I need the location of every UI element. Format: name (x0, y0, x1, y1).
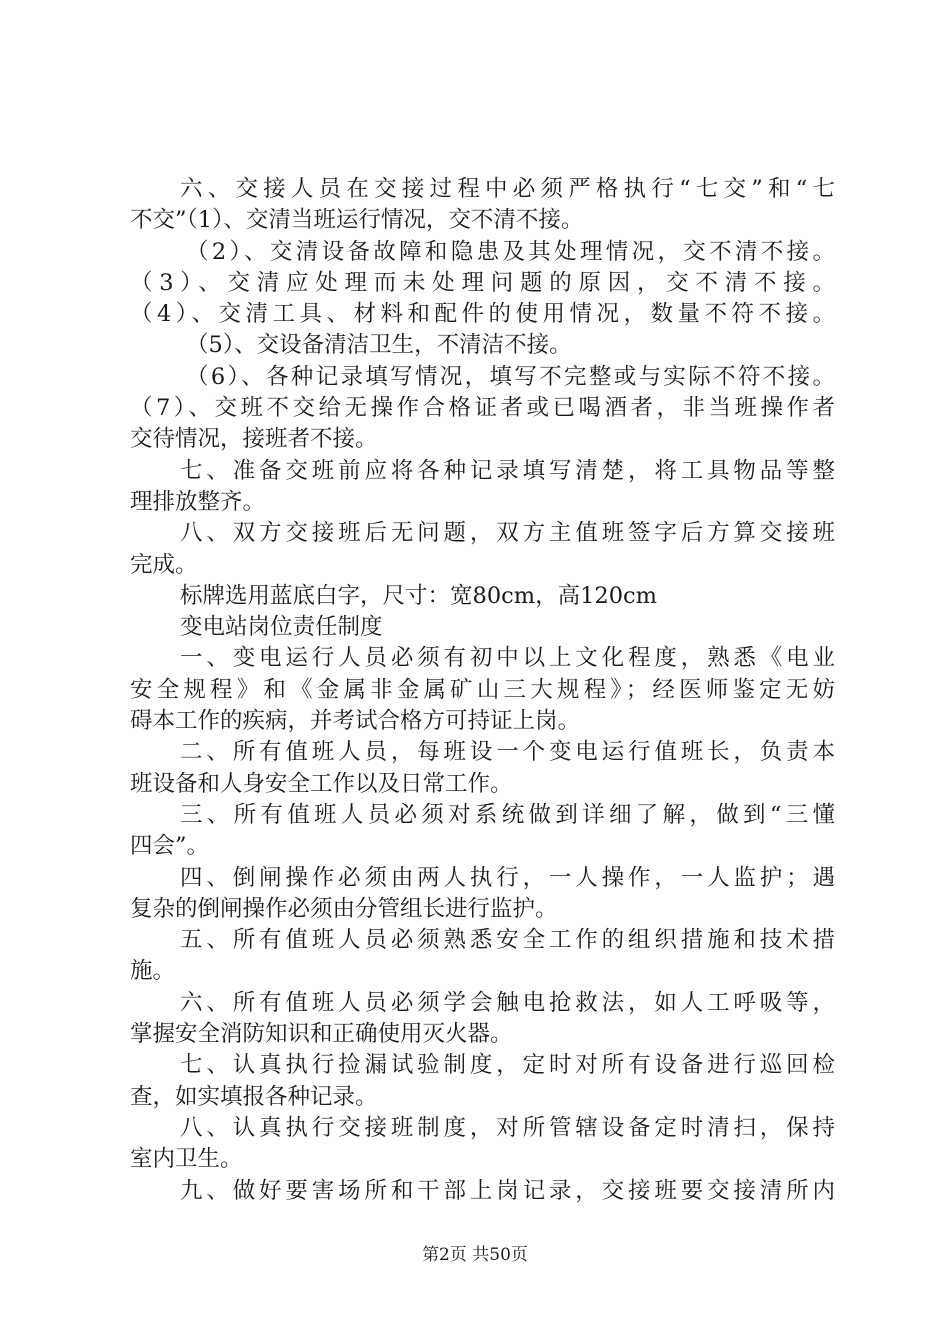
paragraph-line: 六、交接人员在交接过程中必须严格执行“七交”和“七 (180, 176, 835, 202)
paragraph-line: 四、倒闸操作必须由两人执行，一人操作，一人监护；遇 (180, 864, 835, 891)
paragraph-line: （4）、交清工具、材料和配件的使用情况，数量不符不接。 (130, 301, 835, 328)
paragraph-line: （6）、各种记录填写情况，填写不完整或与实际不符不接。 (186, 363, 835, 390)
paragraph-line: 一、变电运行人员必须有初中以上文化程度，熟悉《电业 (180, 645, 835, 672)
paragraph-line: 室内卫生。 (130, 1146, 243, 1173)
paragraph-line: （5）、交设备清洁卫生，不清洁不接。 (186, 332, 572, 359)
paragraph-line: 四会”。 (130, 833, 210, 860)
paragraph-line: 二、所有值班人员，每班设一个变电运行值班长，负责本 (180, 739, 835, 766)
paragraph-line: 掌握安全消防知识和正确使用灭火器。 (130, 1021, 513, 1048)
paragraph-line: （2）、交清设备故障和隐患及其处理情况，交不清不接。 (186, 238, 835, 265)
paragraph-line: 理排放整齐。 (130, 488, 266, 515)
paragraph-line: 交待情况，接班者不接。 (130, 426, 378, 453)
paragraph-line: 七、认真执行捡漏试验制度，定时对所有设备进行巡回检 (180, 1052, 835, 1079)
paragraph-line: 六、所有值班人员必须学会触电抢救法，如人工呼吸等， (180, 989, 835, 1016)
paragraph-line: 八、认真执行交接班制度，对所管辖设备定时清扫，保持 (180, 1114, 835, 1141)
document-body (130, 174, 835, 1207)
page-number-label: 第2页 共50页 (422, 1245, 528, 1265)
paragraph-line: 八、双方交接班后无问题，双方主值班签字后方算交接班 (180, 520, 835, 547)
paragraph-line: 复杂的倒闸操作必须由分管组长进行监护。 (130, 895, 558, 922)
paragraph-line: 查，如实填报各种记录。 (130, 1083, 378, 1110)
paragraph-line: 三、所有值班人员必须对系统做到详细了解，做到“三懂 (180, 801, 835, 828)
paragraph-line: 安全规程》和《金属非金属矿山三大规程》；经医师鉴定无妨 (130, 676, 835, 703)
paragraph-line: （7）、交班不交给无操作合格证者或已喝酒者，非当班操作者 (130, 395, 835, 422)
page-footer (0, 1244, 950, 1266)
paragraph-line: 班设备和人身安全工作以及日常工作。 (130, 770, 513, 797)
paragraph-line: 标牌选用蓝底白字，尺寸：宽80cm，高120cm (180, 582, 657, 609)
paragraph-line: 七、准备交班前应将各种记录填写清楚，将工具物品等整 (180, 457, 835, 484)
paragraph-line: 碍本工作的疾病，并考试合格方可持证上岗。 (130, 708, 581, 735)
paragraph-line: 不交”（1）、交清当班运行情况，交不清不接。 (130, 207, 584, 234)
paragraph-line: 五、所有值班人员必须熟悉安全工作的组织措施和技术措 (180, 927, 835, 954)
section-title: 变电站岗位责任制度 (180, 614, 383, 641)
paragraph-line: 九、做好要害场所和干部上岗记录，交接班要交接清所内 (180, 1177, 835, 1204)
paragraph-line: （3）、交清应处理而未处理问题的原因，交不清不接。 (130, 269, 835, 296)
paragraph-line: 完成。 (130, 551, 198, 578)
paragraph-line: 施。 (130, 958, 176, 985)
